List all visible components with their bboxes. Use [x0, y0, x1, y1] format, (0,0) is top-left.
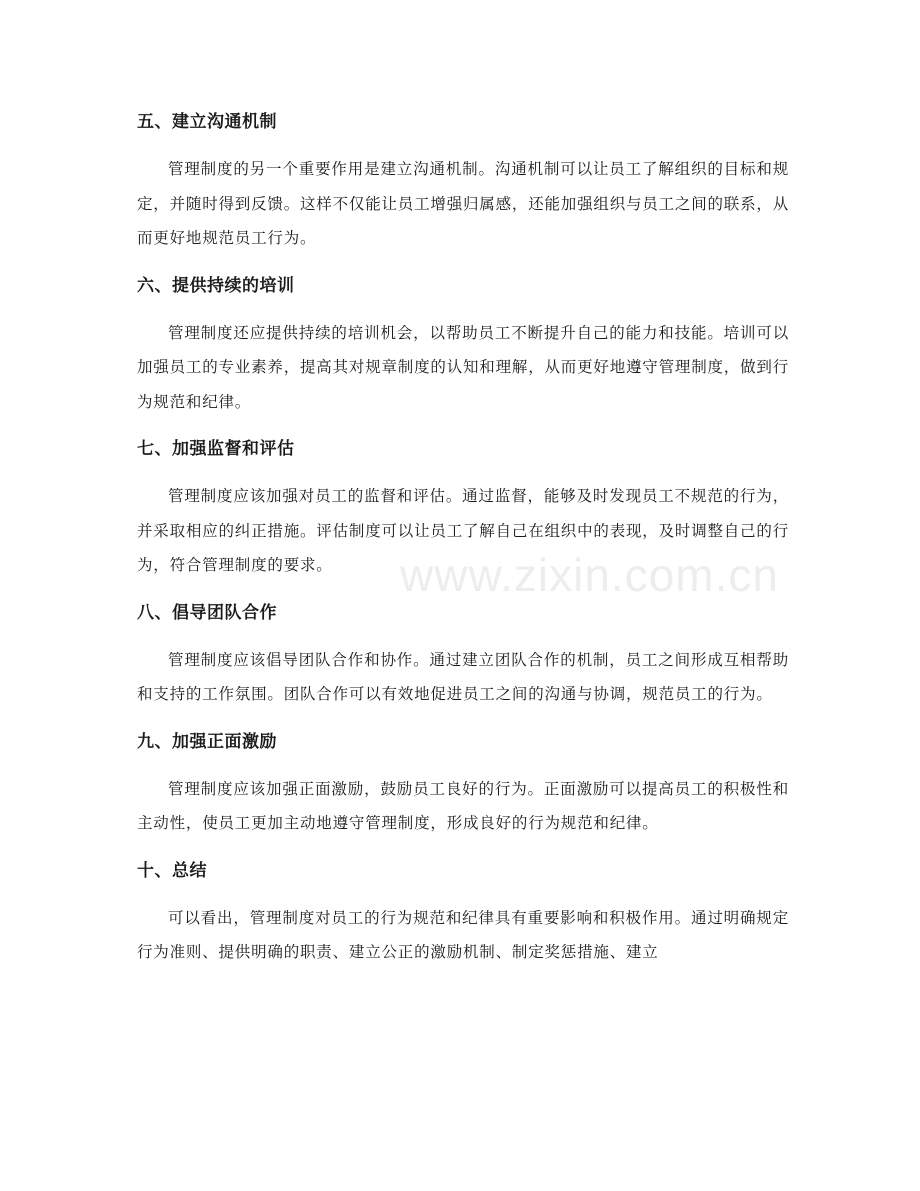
- section-heading-6: 六、提供持续的培训: [137, 275, 295, 296]
- section-paragraph-10: 可以看出，管理制度对员工的行为规范和纪律具有重要影响和积极作用。通过明确规定行为准则、提供明确的职责、建立公正的激励机制、制定奖惩措施、建立: [137, 908, 789, 961]
- section-heading-7: 七、加强监督和评估: [137, 439, 295, 459]
- section-paragraph-9: 管理制度应该加强正面激励，鼓励员工良好的行为。正面激励可以提高员工的积极性和主动性，使员工更加主动地遵守管理制度，形成良好的行为规范和纪律。: [137, 779, 789, 832]
- document-body: [137, 104, 789, 982]
- section-paragraph-7: 管理制度应该加强对员工的监督和评估。通过监督，能够及时发现员工不规范的行为，并采取相应的纠正措施。评估制度可以让员工了解自己在组织中的表现，及时调整自己的行为，符合管理制度的要求。: [137, 487, 790, 574]
- section-heading-5: 五、建立沟通机制: [137, 112, 277, 132]
- section-heading-8: 八、倡导团队合作: [137, 602, 277, 623]
- watermark-text: www.zixin.com.cn: [400, 549, 779, 601]
- section-heading-10: 十、总结: [137, 860, 207, 881]
- section-paragraph-5: 管理制度的另一个重要作用是建立沟通机制。沟通机制可以让员工了解组织的目标和规定，并随时得到反馈。这样不仅能让员工增强归属感，还能加强组织与员工之间的联系，从而更好地规范员工行为。: [137, 160, 790, 247]
- section-heading-9: 九、加强正面激励: [137, 731, 277, 752]
- section-paragraph-6: 管理制度还应提供持续的培训机会，以帮助员工不断提升自己的能力和技能。培训可以加强员工的专业素养，提高其对规章制度的认知和理解，从而更好地遵守管理制度，做到行为规范和纪律。: [137, 323, 790, 411]
- section-paragraph-8: 管理制度应该倡导团队合作和协作。通过建立团队合作的机制，员工之间形成互相帮助和支持的工作氛围。团队合作可以有效地促进员工之间的沟通与协调，规范员工的行为。: [137, 650, 789, 703]
